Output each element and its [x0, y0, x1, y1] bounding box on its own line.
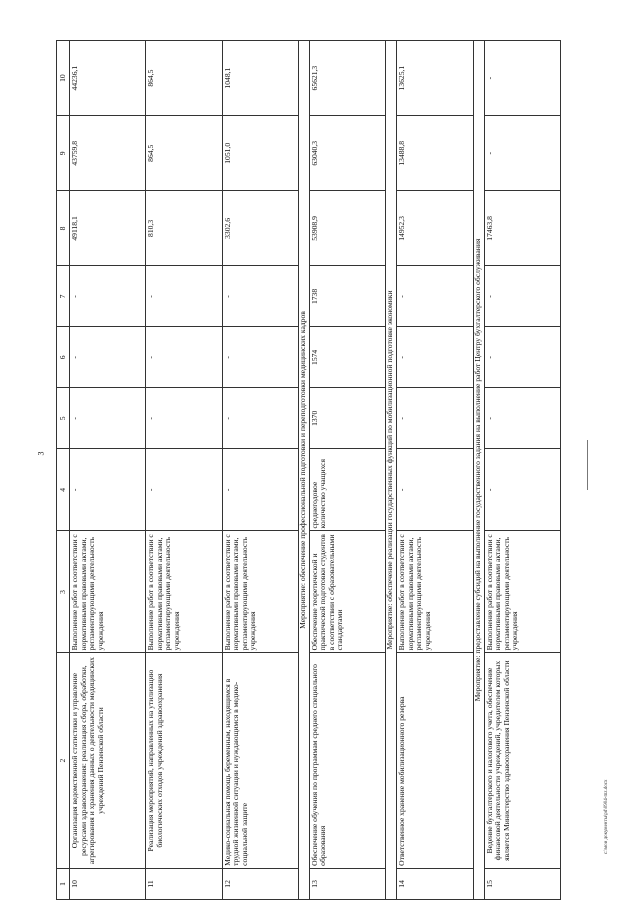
row-number: 10	[70, 868, 146, 899]
row-cell: -	[222, 388, 298, 449]
row-work: Обеспечение теоретической и практической подготовки студентов в соответствии с образовательными стандартами	[309, 531, 385, 653]
table-row	[70, 41, 146, 900]
row-cell: среднегодовое количество учащихся	[309, 449, 385, 531]
table-row	[309, 41, 385, 900]
row-cell: -	[70, 266, 146, 327]
row-cell: 63040,3	[309, 116, 385, 191]
row-cell: -	[222, 327, 298, 388]
row-cell: 17463,8	[484, 191, 560, 266]
section-title: Мероприятие: предоставление субсидий на выполнение государственного задания на выполнение работ Центру бухгалтерского обслуживания	[473, 41, 484, 900]
row-cell: 1048,1	[222, 41, 298, 116]
row-cell: -	[484, 41, 560, 116]
row-cell: -	[397, 388, 473, 449]
row-cell: 43759,8	[70, 116, 146, 191]
row-number: 12	[222, 868, 298, 899]
row-work: Выполнение работ в соответствии с нормативными правовыми актами, регламентирующими деятельность учреждения	[222, 531, 298, 653]
header-cell: 4	[57, 449, 70, 531]
row-cell: -	[146, 327, 222, 388]
header-row	[57, 41, 70, 900]
table-row	[397, 41, 473, 900]
row-cell: 3302,6	[222, 191, 298, 266]
row-cell: -	[397, 327, 473, 388]
row-cell: -	[484, 327, 560, 388]
row-cell: -	[70, 327, 146, 388]
header-cell: 3	[57, 531, 70, 653]
header-cell: 7	[57, 266, 70, 327]
row-number: 11	[146, 868, 222, 899]
header-cell: 6	[57, 327, 70, 388]
row-cell: -	[70, 388, 146, 449]
header-cell: 5	[57, 388, 70, 449]
row-cell: -	[397, 449, 473, 531]
row-cell: -	[222, 266, 298, 327]
row-cell: 53908,9	[309, 191, 385, 266]
row-name: Ответственное хранение мобилизационного резерва	[397, 653, 473, 868]
row-cell: 13625,1	[397, 41, 473, 116]
row-number: 13	[309, 868, 385, 899]
header-cell: 2	[57, 653, 70, 868]
row-cell: 864,5	[146, 41, 222, 116]
section-row	[473, 41, 484, 900]
row-number: 15	[484, 868, 560, 899]
row-work: Выполнение работ в соответствии с нормативными правовыми актами, регламентирующими деятельность учреждения	[484, 531, 560, 653]
row-cell: 13488,8	[397, 116, 473, 191]
row-name: Медико-социальная помощь беременным, находящимся в трудной жизненной ситуации и нуждающимся в медико-социальной защите	[222, 653, 298, 868]
row-cell: -	[70, 449, 146, 531]
row-work: Выполнение работ в соответствии с нормативными правовыми актами, регламентирующими деятельность учреждения	[70, 531, 146, 653]
row-cell: -	[146, 266, 222, 327]
row-cell: -	[397, 266, 473, 327]
row-cell: 44236,1	[70, 41, 146, 116]
footer-file-path: c:\мои документы\pd\0904-mz.docx	[604, 779, 609, 854]
works-table	[56, 40, 561, 900]
row-cell: -	[484, 388, 560, 449]
header-cell: 9	[57, 116, 70, 191]
row-work: Выполнение работ в соответствии с нормативными правовыми актами, регламентирующими деятельность учреждения	[146, 531, 222, 653]
row-name: Обеспечение обучения по программам среднего специального образования	[309, 653, 385, 868]
header-cell: 1	[57, 868, 70, 899]
row-cell: -	[484, 449, 560, 531]
table-row	[484, 41, 560, 900]
row-cell: 65621,3	[309, 41, 385, 116]
row-cell: -	[484, 266, 560, 327]
row-name: Организация ведомственной статистики и управление ресурсами здравоохранения: реализация сбора, обработки, агрегирования и хранения данных о деятельности медицинских учреждений Пензенской области	[70, 653, 146, 868]
row-cell: 810,3	[146, 191, 222, 266]
row-name: Реализация мероприятий, направленных на утилизацию биологических отходов учреждений здравоохранения	[146, 653, 222, 868]
row-cell: 864,5	[146, 116, 222, 191]
section-row	[386, 41, 397, 900]
section-title: Мероприятие: обеспечение реализации государственных функций по мобилизационной подготовке экономики	[386, 41, 397, 900]
divider-line	[587, 440, 588, 490]
row-cell: -	[222, 449, 298, 531]
row-work: Выполнение работ в соответствии с нормативными правовыми актами, регламентирующими деятельность учреждения	[397, 531, 473, 653]
page-number: 3	[36, 451, 46, 456]
section-row	[298, 41, 309, 900]
table-row	[222, 41, 298, 900]
row-name: Ведение бухгалтерского и налогового учета, обеспечение финансовой деятельности учреждений, учредителем которых является Министерство здравоохранения Пензенской области	[484, 653, 560, 868]
row-cell: -	[484, 116, 560, 191]
row-cell: 49118,1	[70, 191, 146, 266]
row-cell: 1738	[309, 266, 385, 327]
row-cell: 1051,0	[222, 116, 298, 191]
row-cell: 1574	[309, 327, 385, 388]
row-cell: -	[146, 388, 222, 449]
header-cell: 8	[57, 191, 70, 266]
row-cell: 14952,3	[397, 191, 473, 266]
rotated-table-container	[56, 40, 561, 900]
table-row	[146, 41, 222, 900]
row-cell: -	[146, 449, 222, 531]
row-number: 14	[397, 868, 473, 899]
header-cell: 10	[57, 41, 70, 116]
row-cell: 1370	[309, 388, 385, 449]
section-title: Мероприятие: обеспечение профессиональной подготовки и переподготовки медицинских кадров	[298, 41, 309, 900]
